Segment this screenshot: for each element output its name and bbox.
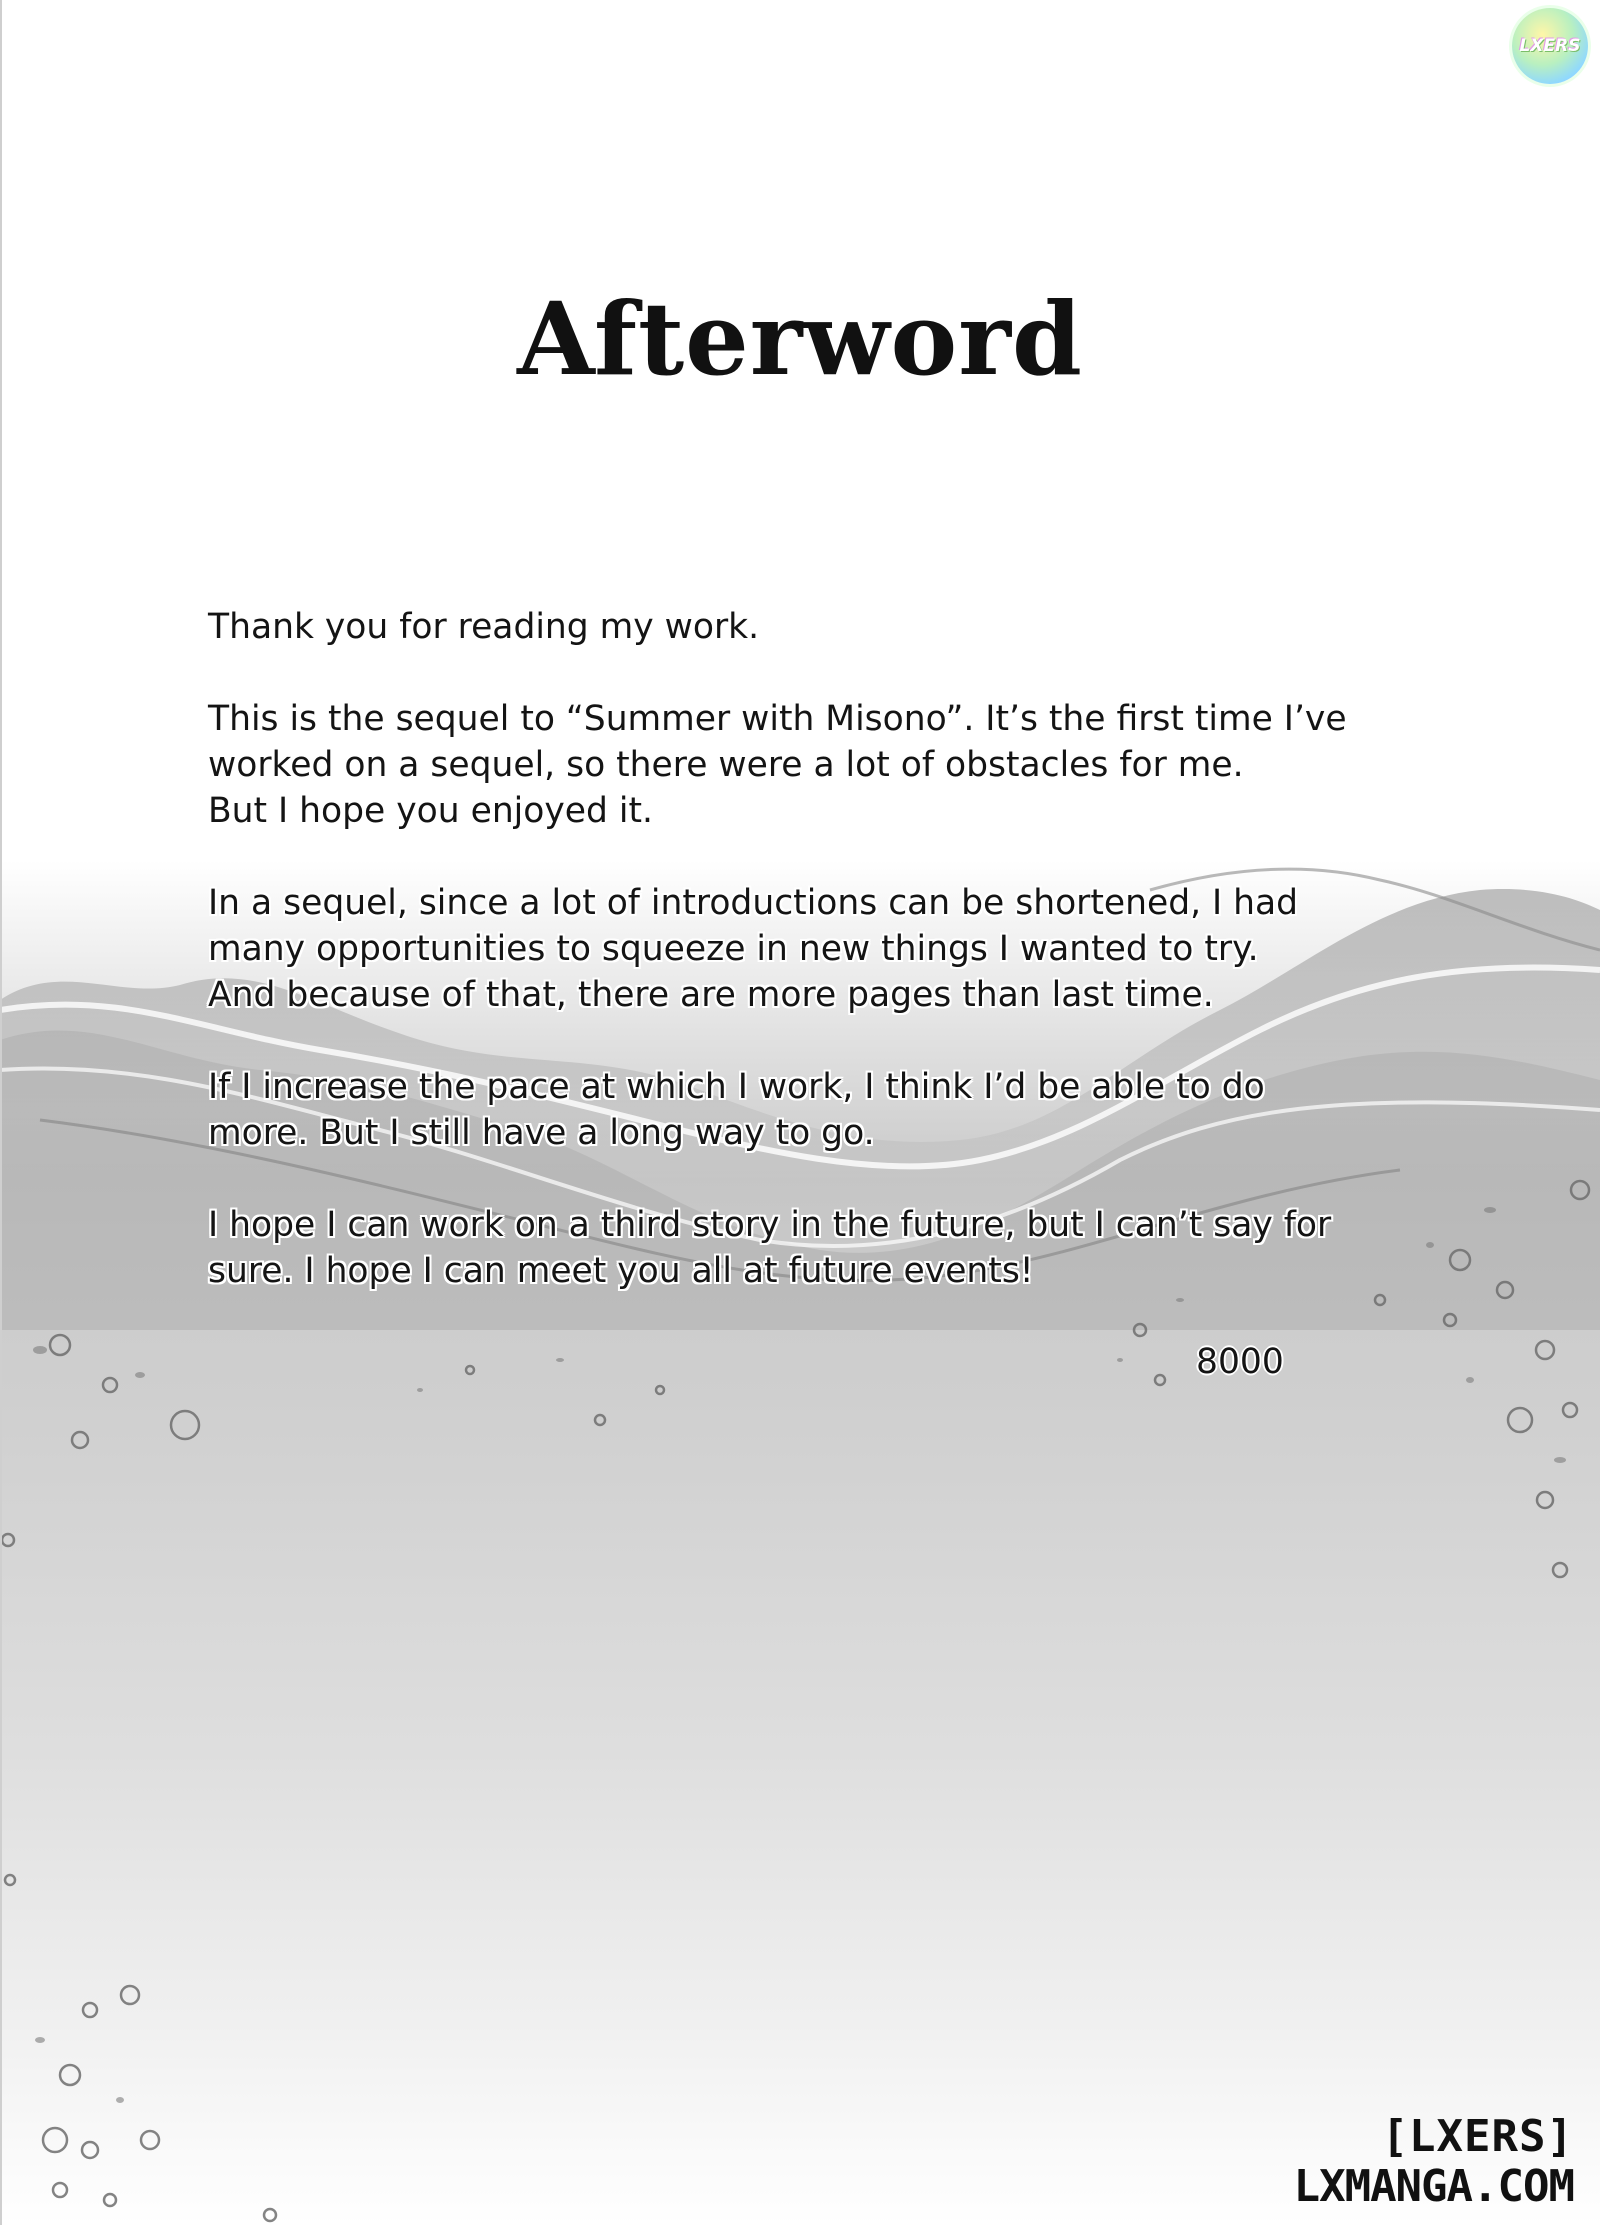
text-line: And because of that, there are more pages than last time. [208, 975, 1214, 1015]
site-watermark [1294, 2112, 1574, 2212]
paragraph-2 [208, 696, 1408, 834]
badge-logo-text: LXERS [1519, 36, 1581, 56]
text-line: sure. I hope I can meet you all at future events! [208, 1251, 1034, 1291]
paragraph-3 [208, 880, 1408, 1018]
text-line: This is the sequel to “Summer with Misono”. It’s the first time I’ve [208, 699, 1347, 739]
lxers-badge-logo [1512, 8, 1588, 84]
afterword-body [208, 604, 1408, 1340]
text-line: But I hope you enjoyed it. [208, 791, 653, 831]
watermark-site-url: LXMANGA.COM [1293, 2161, 1574, 2212]
paragraph-1 [208, 604, 1408, 650]
text-line: Thank you for reading my work. [208, 607, 760, 647]
page-title: Afterword [517, 280, 1083, 398]
text-line: In a sequel, since a lot of introductions can be shortened, I had [208, 883, 1299, 923]
text-line: more. But I still have a long way to go. [208, 1113, 875, 1153]
text-line: If I increase the pace at which I work, I think I’d be able to do [208, 1067, 1265, 1107]
text-line: worked on a sequel, so there were a lot of obstacles for me. [208, 745, 1244, 785]
paragraph-5 [208, 1202, 1408, 1294]
author-signature: 8000 [1196, 1342, 1284, 1382]
watermark-group-name: [LXERS] [1381, 2111, 1574, 2162]
text-line: I hope I can work on a third story in the future, but I can’t say for [208, 1205, 1332, 1245]
paragraph-4 [208, 1064, 1408, 1156]
text-line: many opportunities to squeeze in new things I wanted to try. [208, 929, 1259, 969]
